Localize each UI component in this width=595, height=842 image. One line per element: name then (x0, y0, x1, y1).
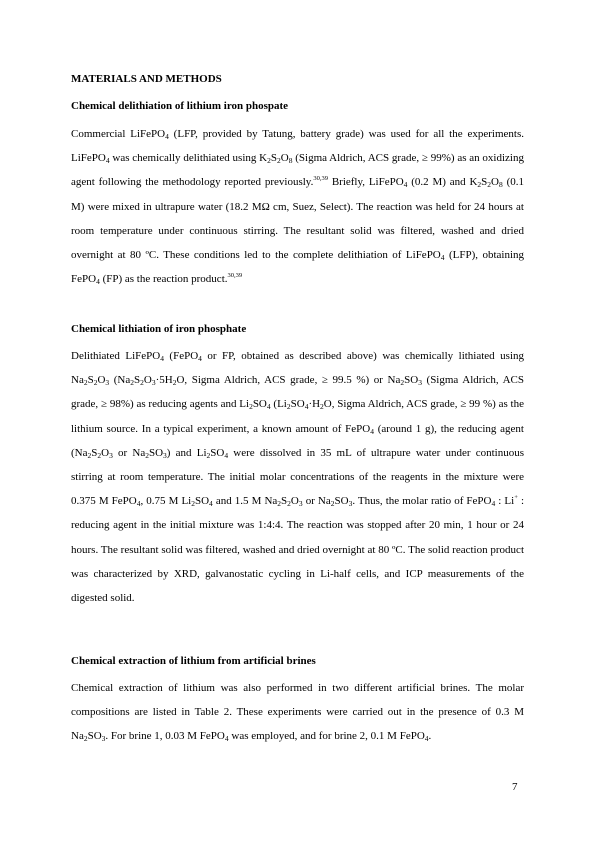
subsection-title-lithiation: Chemical lithiation of iron phosphate (71, 323, 247, 335)
paragraph-brines: Chemical extraction of lithium was also performed in two different artificial brines. The molar compositions are listed in Table 2. These experiments were carried out in the presence of 0.3 M $Na_2SO_3$. For brine 1, 0.03 M FePO$_4$ was employed, and for brine 2, 0.1 M FePO$_4$. (71, 682, 524, 744)
paragraph-lithiation: Delithiated LiFePO$_4$ (FePO$_4$ or FP, obtained as described above) was chemically lithiated using $Na_2S_2O_3$ ($Na_2S_2O_3\cdot 5H_2O$, Sigma Aldrich, ACS grade, ≥ 99.5 %) or $Na_2SO_3$ (Sigma Aldrich, ACS grade, ≥ 98%) as reducing agents and $Li_2SO_4$ ($Li_2SO_4\cdot H_2O$, Sigma Aldrich, ACS grade, ≥ 99 %) as the lithium source. In a typical experiment, a known amount of FePO$_4$ (around 1 g), the reducing agent ($Na_2S_2O_3$ or $Na_2SO_3$) and $Li_2SO_4$ were dissolved in 35 mL of ultrapure water under continuous stirring at room temperature. The initial molar concentrations of the reagents in the mixture were 0.375 M FePO$_4$, 0.75 M $Li_2SO_4$ and 1.5 M $Na_2S_2O_3$ or $Na_2SO_3$. Thus, the molar ratio of FePO$_4$ : Li+ : reducing agent in the initial mixture was 1:4:4. The reaction was stopped after 20 min, 1 hour or 24 hours. The resultant solid was filtered, washed and dried overnight at 80 ºC. The solid reaction product was characterized by XRD, galvanostatic cycling in Li-half cells, and ICP measurements of the digested solid. (71, 350, 525, 605)
subsection-title-delithiation: Chemical delithiation of lithium iron phospate (71, 100, 289, 112)
page-number: 7 (512, 781, 518, 793)
section-title: MATERIALS AND METHODS (71, 73, 222, 85)
paragraph-delithiation: Commercial LiFePO$_4$ (LFP, provided by Tatung, battery grade) was used for all the experiments. LiFePO$_4$ was chemically delithiated using $K_2S_2O_8$ (Sigma Aldrich, ACS grade, ≥ 99%) as an oxidizing agent following the methodology reported previously.$^{30,39}$ Briefly, LiFePO$_4$ (0.2 M) and $K_2S_2O_8$ (0.1 M) were mixed in ultrapure water (18.2 MΩ cm, Suez, Select). The reaction was held for 24 hours at room temperature under continuous stirring. The resultant solid was filtered, washed and dried overnight at 80 ºC. These conditions led to the complete delithiation of LiFePO$_4$ (LFP), obtaining FePO$_4$ (FP) as the reaction product.$^{30,39}$ (71, 128, 524, 287)
subsection-title-brines: Chemical extraction of lithium from artificial brines (71, 655, 316, 667)
